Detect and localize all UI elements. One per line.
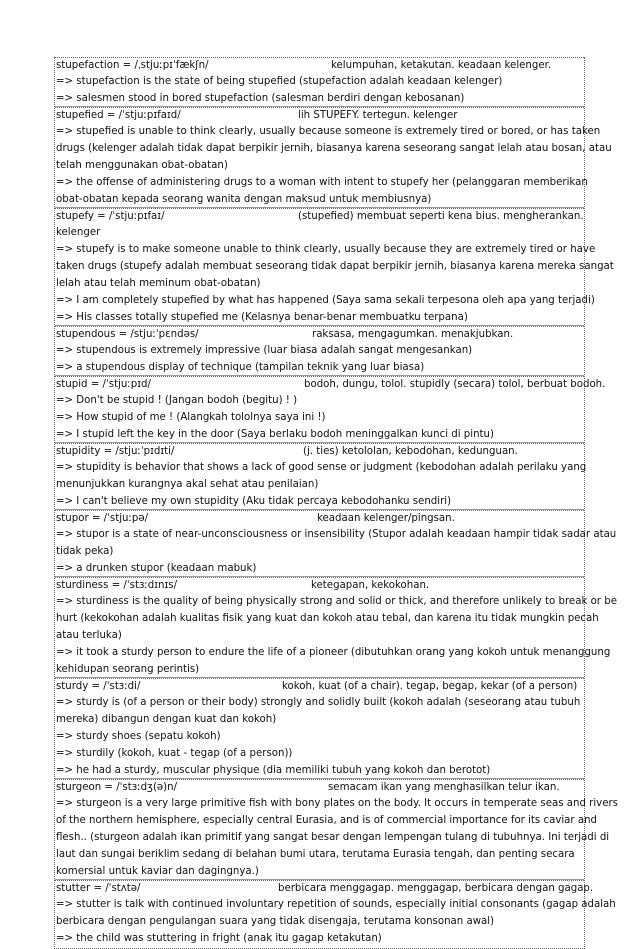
entry-definition: kokoh, kuat (of a chair). tegap, begap, kekar (of a person)	[282, 681, 578, 692]
entry-line: hurt (kekokohan adalah kualitas fisik yang kuat dan kokoh atau tebal, dan karena itu tidak mungkin pecah	[56, 613, 599, 624]
entry-line: => His classes totally stupefied me (Kelasnya benar-benar membuatku terpana)	[55, 310, 584, 326]
entry-line: => salesmen stood in bored stupefaction (salesman berdiri dengan kebosanan)	[55, 91, 584, 107]
entry-stupefy	[55, 208, 614, 326]
entry-headword: stupefied = /ˈstjuːpɪfaɪd/	[56, 110, 181, 121]
entry-line: => sturdily (kokoh, kuat - tegap (of a person))	[56, 748, 293, 759]
entry-headword: stupendous = /stjuːˈpɛndəs/	[56, 329, 199, 340]
entry-line: => stupidity is behavior that shows a lack of good sense or judgment (kebodohan adalah perilaku yang	[56, 462, 587, 473]
entry-line: => I stupid left the key in the door (Saya berlaku bodoh meninggalkan kunci di pintu)	[55, 427, 584, 443]
entry-line: => sturdy shoes (sepatu kokoh)	[56, 731, 221, 742]
entry-definition: ketegapan, kekokohan.	[311, 580, 430, 591]
entry-line: => Don't be stupid ! (Jangan bodoh (begitu) ! )	[56, 395, 298, 406]
entry-definition: berbicara menggagap. menggagap, berbicara dengan gagap.	[278, 883, 594, 894]
entry-headword: stupefaction = /ˌstjuːpɪˈfækʃn/	[56, 60, 209, 71]
entry-sturdy	[55, 678, 584, 779]
entry-definition: semacam ikan yang menghasilkan telur ikan.	[328, 782, 560, 793]
entry-definition: keadaan kelenger/pingsan.	[317, 513, 455, 524]
entry-line: kelenger	[56, 227, 101, 238]
entry-line: => the child was stuttering in fright (anak itu gagap ketakutan)	[56, 933, 382, 944]
entry-definition: kelumpuhan, ketakutan. keadaan kelenger.	[331, 60, 552, 71]
entry-line: => the offense of administering drugs to a woman with intent to stupefy her (pelanggaran memberikan	[56, 177, 588, 188]
entry-stupendous	[55, 326, 584, 376]
entry-line: lelah atau telah meminum obat-obatan)	[56, 278, 261, 289]
entry-headword: sturdiness = /ˈstɜːdɪnɪs/	[56, 580, 178, 591]
entry-line: drugs (kelenger adalah tidak dapat berpikir jernih, biasanya karena seseorang sangat lelah atau bosan, atau	[56, 143, 612, 154]
entry-definition: bodoh, dungu, tolol. stupidly (secara) tolol, berbuat bodoh.	[304, 379, 606, 390]
entry-stupefied	[55, 107, 612, 208]
entry-headword: sturgeon = /ˈstɜːdʒ(ə)n/	[56, 782, 178, 793]
entry-line: => sturgeon is a very large primitive fish with bony plates on the body. It occurs in temperate seas and rivers	[56, 798, 618, 809]
entry-line: => stupendous is extremely impressive (luar biasa adalah sangat mengesankan)	[56, 345, 473, 356]
entry-stupid	[55, 376, 606, 443]
entry-definition: lih STUPEFY. tertegun. kelenger	[298, 110, 458, 121]
entry-definition: raksasa, mengagumkan. menakjubkan.	[312, 329, 514, 340]
entry-line: of the northern hemisphere, especially central Eurasia, and is of commercial importance for its caviar and	[56, 815, 598, 826]
entry-line: => a stupendous display of technique (tampilan teknik yang luar biasa)	[55, 360, 584, 376]
entry-sturdiness	[55, 577, 617, 678]
entry-line: => it took a sturdy person to endure the life of a pioneer (dibutuhkan orang yang kokoh untuk menanggung	[56, 647, 611, 658]
entry-line: laut dan sungai beriklim sedang di belahan bumi utara, terutama Eurasia tengah, dan penting secara	[56, 849, 575, 860]
entry-line: atau terluka)	[56, 630, 122, 641]
entry-line: => stutter is talk with continued involuntary repetition of sounds, especially initial consonants (gagap adalah	[56, 899, 616, 910]
entry-stupefaction	[55, 57, 584, 107]
entry-headword: stupidity = /stjuːˈpɪdɪti/	[56, 446, 175, 457]
entry-headword: sturdy = /ˈstɜːdi/	[56, 681, 141, 692]
entry-line: => How stupid of me ! (Alangkah tololnya saya ini !)	[56, 412, 326, 423]
entry-line: => stupor is a state of near-unconsciousness or insensibility (Stupor adalah keadaan hampir tidak sadar atau	[56, 529, 617, 540]
entry-stupidity	[55, 443, 587, 510]
entry-line: mereka) dibangun dengan kuat dan kokoh)	[56, 714, 277, 725]
entry-line: telah menggunakan obat-obatan)	[56, 160, 228, 171]
entry-line: obat-obatan kepada seorang wanita dengan maksud untuk membiusnya)	[55, 192, 584, 208]
entry-line: taken drugs (stupefy adalah membuat seseorang tidak dapat berpikir jernih, biasanya karena mereka sangat	[56, 261, 614, 272]
entry-stupor	[55, 510, 617, 577]
entry-line: => stupefy is to make someone unable to think clearly, usually because they are extremely tired or have	[56, 244, 596, 255]
entry-headword: stupid = /ˈstjuːpɪd/	[56, 379, 151, 390]
entry-line: => stupefied is unable to think clearly, usually because someone is extremely tired or bored, or has taken	[56, 126, 601, 137]
entry-line: kehidupan seorang perintis)	[55, 662, 584, 678]
entry-line: komersial untuk kaviar dan dagingnya.)	[55, 864, 584, 880]
entry-definition: (j. ties) ketololan, kebodohan, kedunguan.	[303, 446, 518, 457]
dictionary-document	[54, 57, 618, 949]
entry-line: berbicara dengan pengulangan suara yang tidak disengaja, terutama konsonan awal)	[56, 916, 495, 927]
entry-line: tidak peka)	[56, 546, 114, 557]
entry-line: => a drunken stupor (keadaan mabuk)	[55, 561, 584, 577]
entry-headword: stutter = /ˈstʌtə/	[56, 883, 141, 894]
entry-headword: stupefy = /ˈstjuːpɪfaɪ/	[56, 211, 165, 222]
entry-line: => he had a sturdy, muscular physique (dia memiliki tubuh yang kokoh dan berotot)	[55, 763, 584, 779]
entry-line: flesh.. (sturgeon adalah ikan primitif yang sangat besar dengan lempengan tulang di tubuhnya. Ini terjadi di	[56, 832, 610, 843]
entry-line: => I can't believe my own stupidity (Aku tidak percaya kebodohanku sendiri)	[55, 494, 584, 510]
entry-line: menunjukkan kurangnya akal sehat atau penilaian)	[56, 479, 319, 490]
entry-definition: (stupefied) membuat seperti kena bius. mengherankan.	[298, 211, 584, 222]
entry-stutter	[55, 880, 616, 948]
entry-line: => sturdy is (of a person or their body) strongly and solidly built (kokoh adalah (seseorang atau tubuh	[56, 697, 581, 708]
entry-headword: stupor = /ˈstjuːpə/	[56, 513, 149, 524]
entry-line: => sturdiness is the quality of being physically strong and solid or thick, and therefore unlikely to break or be	[56, 596, 617, 607]
entry-sturgeon	[55, 779, 618, 880]
entry-line: => I am completely stupefied by what has happened (Saya sama sekali terpesona oleh apa yang terjadi)	[56, 295, 595, 306]
entry-line: => stupefaction is the state of being stupefied (stupefaction adalah keadaan kelenger)	[56, 76, 503, 87]
